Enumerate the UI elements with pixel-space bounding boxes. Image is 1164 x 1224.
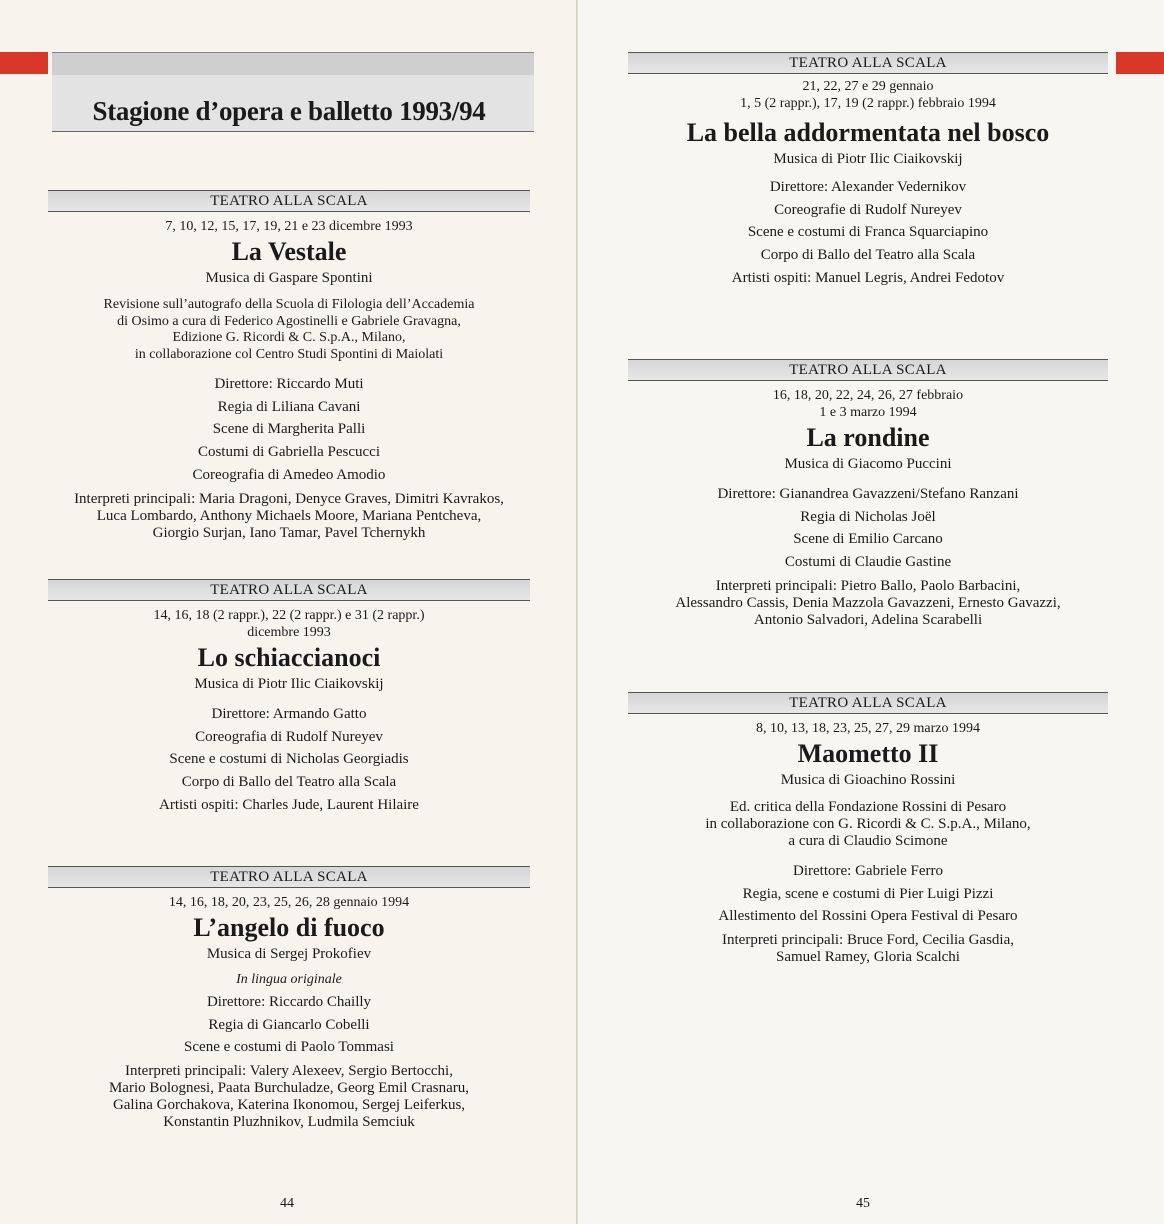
event-title: Lo schiaccianoci — [197, 643, 381, 672]
page-number: 45 — [856, 1196, 870, 1211]
page-number: 44 — [280, 1196, 294, 1211]
event-credits: Direttore: Riccardo Muti Regia di Liliana Cavani Scene di Margherita Palli Costumi di Gabriella Pescucci Coreografia di Amedeo Amodio — [192, 376, 386, 483]
event-composer: Musica di Piotr Ilic Ciaikovskij — [194, 676, 384, 692]
event-composer: Musica di Sergej Prokofiev — [206, 946, 372, 962]
event-credits: Direttore: Gabriele Ferro Regia, scene e costumi di Pier Luigi Pizzi Allestimento del Rossini Opera Festival di Pesaro — [718, 863, 1018, 925]
event-dates: 21, 22, 27 e 29 gennaio 1, 5 (2 rappr.), 17, 19 (2 rappr.) febbraio 1994 — [740, 79, 996, 111]
venue-bar: TEATRO ALLA SCALA — [48, 866, 530, 888]
event-title: La rondine — [806, 423, 930, 452]
event-dates: 8, 10, 13, 18, 23, 25, 27, 29 marzo 1994 — [756, 721, 980, 736]
event-cast: Interpreti principali: Maria Dragoni, Denyce Graves, Dimitri Kavrakos, Luca Lombardo, Anthony Michaels Moore, Mariana Pentcheva, Giorgio Surjan, Iano Tamar, Pavel Tchernykh — [74, 490, 504, 541]
red-marker-tab — [1116, 52, 1164, 74]
left-page — [0, 0, 578, 1224]
venue-bar: TEATRO ALLA SCALA — [48, 579, 530, 601]
event-la-rondine — [628, 359, 1108, 629]
event-lo-schiaccianoci — [48, 579, 530, 817]
event-composer: Musica di Giacomo Puccini — [784, 456, 952, 472]
red-marker-tab — [0, 52, 48, 74]
event-cast: Interpreti principali: Bruce Ford, Cecilia Gasdia, Samuel Ramey, Gloria Scalchi — [722, 932, 1014, 966]
event-title: La Vestale — [231, 237, 347, 266]
event-language-note: In lingua originale — [236, 972, 342, 987]
season-title: Stagione d’opera e balletto 1993/94 — [92, 96, 486, 126]
event-composer: Musica di Gaspare Spontini — [205, 270, 373, 286]
venue-bar: TEATRO ALLA SCALA — [628, 692, 1108, 714]
event-note: Ed. critica della Fondazione Rossini di Pesaro in collaborazione con G. Ricordi & C. S.p.A., Milano, a cura di Claudio Scimone — [705, 799, 1031, 849]
event-la-vestale — [48, 190, 530, 542]
right-page — [578, 0, 1164, 1224]
event-angelo-di-fuoco — [48, 866, 530, 1131]
event-cast: Interpreti principali: Pietro Ballo, Paolo Barbacini, Alessandro Cassis, Denia Mazzola Gavazzeni, Ernesto Gavazzi, Antonio Salvadori, Adelina Scarabelli — [675, 577, 1061, 628]
event-bella-addormentata — [628, 52, 1108, 290]
event-credits: Direttore: Armando Gatto Coreografia di Rudolf Nureyev Scene e costumi di Nicholas Georgiadis Corpo di Ballo del Teatro alla Scala Artisti ospiti: Charles Jude, Laurent Hilaire — [159, 706, 419, 813]
event-credits: Direttore: Riccardo Chailly Regia di Giancarlo Cobelli Scene e costumi di Paolo Tommasi — [184, 994, 394, 1056]
event-dates: 14, 16, 18, 20, 23, 25, 26, 28 gennaio 1994 — [168, 895, 410, 910]
event-dates: 7, 10, 12, 15, 17, 19, 21 e 23 dicembre 1993 — [165, 219, 413, 234]
event-note: Revisione sull’autografo della Scuola di Filologia dell’Accademia di Osimo a cura di Federico Agostinelli e Gabriele Gravagna, Edizione G. Ricordi & C. S.p.A., Milano, in collaborazione col Centro Studi Spontini di Maiolati — [103, 297, 475, 362]
event-maometto-ii — [628, 692, 1108, 966]
event-title: La bella addormentata nel bosco — [686, 118, 1050, 147]
event-composer: Musica di Piotr Ilic Ciaikovskij — [773, 151, 963, 167]
venue-bar: TEATRO ALLA SCALA — [628, 52, 1108, 74]
event-title: Maometto II — [797, 739, 939, 768]
event-dates: 16, 18, 20, 22, 24, 26, 27 febbraio 1 e 3 marzo 1994 — [772, 388, 964, 420]
event-dates: 14, 16, 18 (2 rappr.), 22 (2 rappr.) e 31 (2 rappr.) dicembre 1993 — [153, 608, 425, 640]
venue-bar: TEATRO ALLA SCALA — [628, 359, 1108, 381]
event-composer: Musica di Gioachino Rossini — [780, 772, 956, 788]
venue-bar: TEATRO ALLA SCALA — [48, 190, 530, 212]
event-credits: Direttore: Gianandrea Gavazzeni/Stefano Ranzani Regia di Nicholas Joël Scene di Emilio Carcano Costumi di Claudie Gastine — [717, 486, 1019, 571]
event-cast: Interpreti principali: Valery Alexeev, Sergio Bertocchi, Mario Bolognesi, Paata Burchuladze, Georg Emil Crasnaru, Galina Gorchakova, Katerina Ikonomou, Sergej Leiferkus, Konstantin Pluzhnikov, Ludmila Semciuk — [108, 1063, 470, 1131]
event-credits: Direttore: Alexander Vedernikov Coreografie di Rudolf Nureyev Scene e costumi di Franca Squarciapino Corpo di Ballo del Teatro alla Scala Artisti ospiti: Manuel Legris, Andrei Fedotov — [731, 179, 1005, 286]
event-title: L’angelo di fuoco — [193, 913, 385, 942]
